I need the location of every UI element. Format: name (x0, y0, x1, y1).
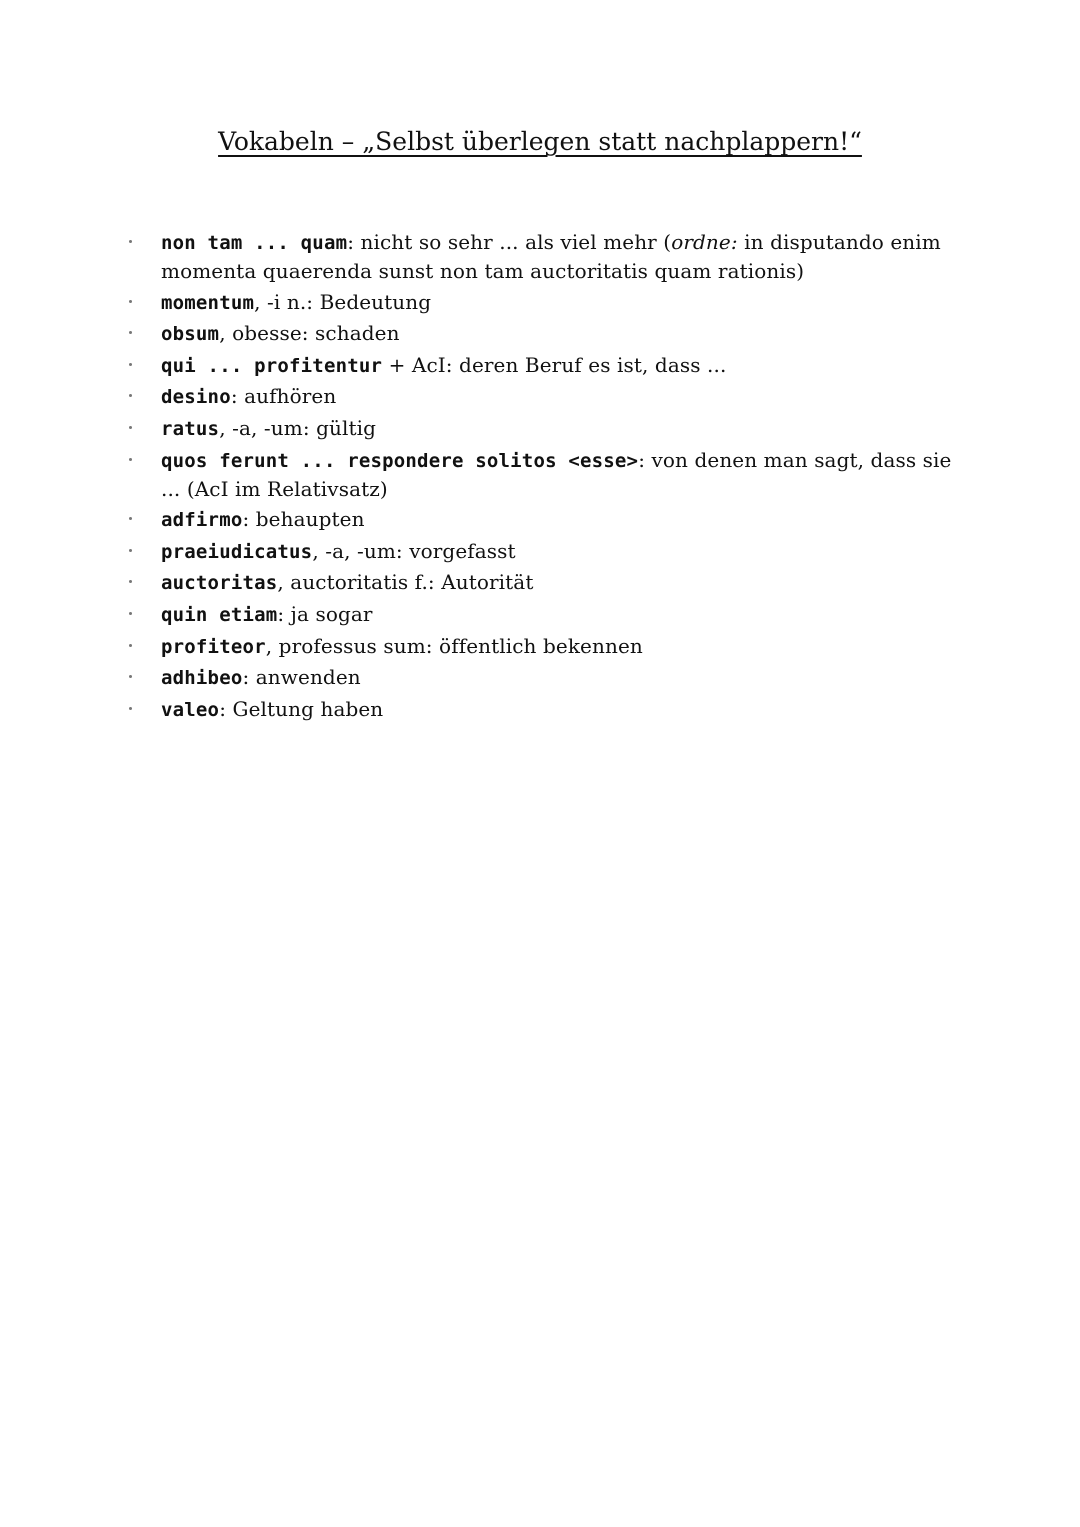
vocab-item (0, 382, 1080, 411)
vocab-definition: + AcI: deren Beruf es ist, dass ... (382, 352, 727, 377)
vocab-term: valeo (161, 698, 220, 721)
vocab-term: auctoritas (161, 572, 278, 595)
bullet-icon (129, 394, 132, 397)
bullet-icon (129, 707, 132, 710)
bullet-icon (129, 549, 132, 552)
vocab-item (0, 228, 1080, 285)
vocab-term: quos ferunt ... respondere solitos <esse> (161, 449, 639, 472)
vocab-term: ratus (161, 417, 220, 440)
bullet-icon (129, 517, 132, 520)
bullet-icon (129, 426, 132, 429)
vocab-definition: : anwenden (242, 665, 361, 690)
vocab-item (0, 505, 1080, 534)
vocab-item (0, 663, 1080, 692)
vocab-term: quin etiam (161, 603, 278, 626)
vocab-definition: , -i n.: Bedeutung (254, 289, 432, 314)
vocab-definition-emphasis: ordne: (671, 230, 738, 254)
bullet-icon (129, 644, 132, 647)
bullet-icon (129, 240, 132, 243)
vocab-definition: , obesse: schaden (219, 321, 400, 346)
vocab-item (0, 695, 1080, 724)
vocab-term: momentum (161, 291, 255, 314)
bullet-icon (129, 612, 132, 615)
bullet-icon (129, 458, 132, 461)
vocab-item (0, 632, 1080, 661)
vocab-definition: , professus sum: öffentlich bekennen (265, 633, 643, 658)
vocab-item (0, 537, 1080, 566)
vocab-term: desino (161, 386, 231, 409)
vocab-item (0, 414, 1080, 443)
vocab-item (0, 600, 1080, 629)
vocab-term: qui ... profitentur (161, 354, 383, 377)
bullet-icon (129, 363, 132, 366)
vocab-definition: : von denen man sagt, dass sie ... (AcI im Relativsatz) (161, 447, 952, 501)
bullet-icon (129, 580, 132, 583)
vocab-definition: , -a, -um: gültig (219, 415, 377, 440)
bullet-icon (129, 675, 132, 678)
vocab-item (0, 288, 1080, 317)
vocab-item (0, 446, 1080, 503)
page-title: Vokabeln – „Selbst überlegen statt nachplappern!“ (218, 127, 862, 156)
vocab-term: praeiudicatus (161, 540, 313, 563)
vocab-definition: , -a, -um: vorgefasst (312, 538, 516, 563)
vocab-term: adfirmo (161, 509, 243, 532)
vocab-definition: , auctoritatis f.: Autorität (277, 570, 534, 595)
vocab-definition: : aufhören (230, 384, 337, 409)
vocab-item (0, 351, 1080, 380)
vocab-term: adhibeo (161, 667, 243, 690)
vocab-definition: : behaupten (242, 507, 365, 532)
vocab-list (0, 228, 1080, 726)
vocab-definition: : ja sogar (277, 601, 373, 626)
vocab-definition: : nicht so sehr ... als viel mehr (ordne: in disputando enim momenta quaerenda sunst non tam auctoritatis quam rationis) (161, 230, 941, 283)
vocab-definition: : Geltung haben (219, 696, 384, 721)
bullet-icon (129, 331, 132, 334)
vocab-term: non tam ... quam (161, 232, 348, 254)
bullet-icon (129, 300, 132, 303)
vocab-term: obsum (161, 323, 220, 346)
vocab-term: profiteor (161, 635, 266, 658)
vocab-item (0, 568, 1080, 597)
vocab-item (0, 319, 1080, 348)
